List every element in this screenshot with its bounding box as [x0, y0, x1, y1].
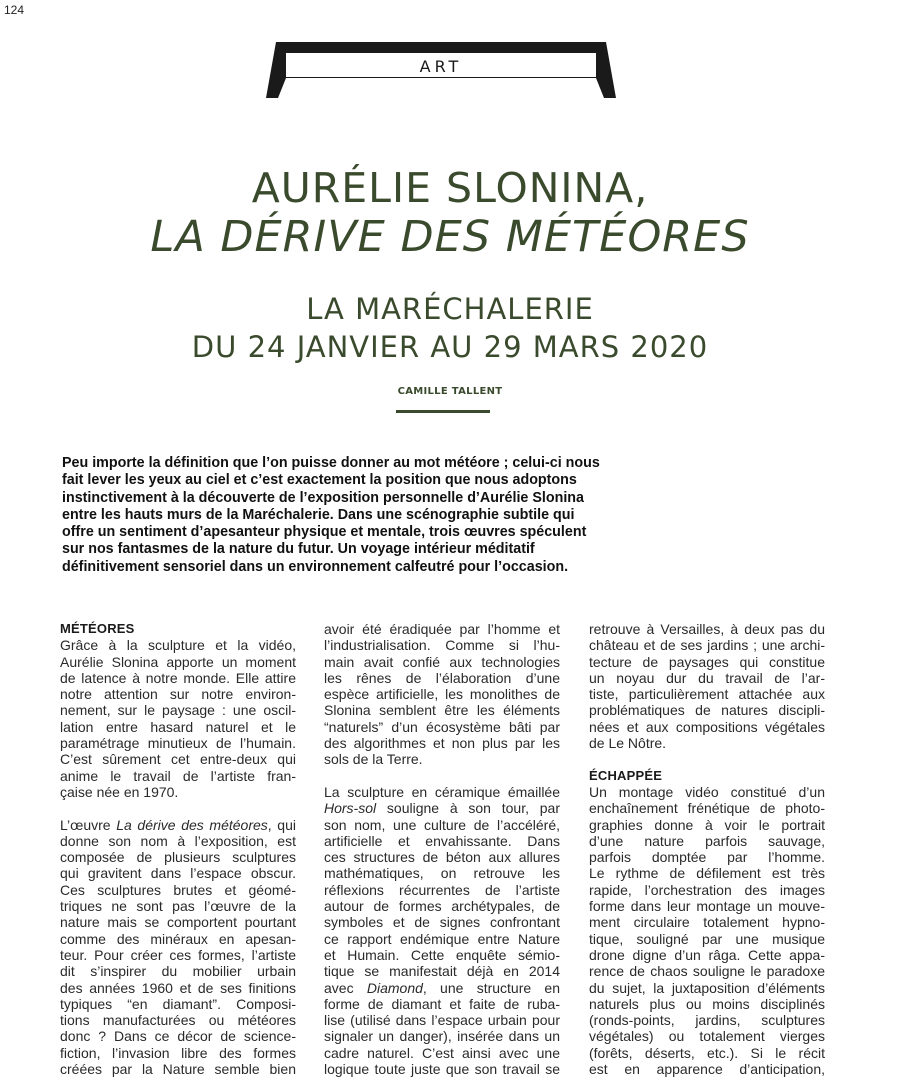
body-line: logique toute juste que son travail se — [324, 1061, 560, 1078]
body-line: sols de la Terre. — [324, 751, 423, 768]
body-line: retrouve à Versailles, à deux pas du — [589, 621, 825, 637]
body-line: donc ? Dans ce décor de science- — [60, 1028, 296, 1045]
body-column-3 — [589, 621, 825, 1077]
body-line: anime le travail de l’artiste fran- — [60, 767, 296, 784]
body-line: C’est sûrement cet entre-deux qui — [60, 751, 296, 768]
body-line: ce rapport endémique entre Nature — [324, 930, 560, 947]
article-title-artist: AURÉLIE SLONINA, — [251, 164, 649, 212]
body-line: rence de chaos souligne le paradoxe — [589, 963, 825, 980]
lede-line: offre un sentiment d’apesanteur physique et mentale, trois œuvres spéculent — [62, 524, 587, 541]
body-line: espèce artificielle, les monolithes de — [324, 686, 560, 703]
body-line: problématiques de natures discipli- — [589, 702, 825, 719]
lede-line: sur nos fantasmes de la nature du futur. Un voyage intérieur méditatif — [62, 541, 535, 558]
body-line: cadre naturel. C’est ainsi avec une — [324, 1044, 560, 1061]
body-line: notre attention sur notre environ- — [60, 686, 296, 703]
body-line — [324, 980, 560, 996]
body-line: teur. Pour créer ces formes, l’artiste — [60, 946, 296, 963]
body-line: autour de formes archétypales, de — [324, 898, 560, 915]
body-line: château et de ses jardins ; une archi- — [589, 637, 825, 654]
venue: LA MARÉCHALERIE — [306, 292, 594, 326]
body-text: souligne à son tour, par — [376, 800, 560, 817]
body-line: (ronds-points, jardins, sculptures — [589, 1012, 825, 1029]
body-line: ment circulaire totalement hypno- — [589, 914, 825, 931]
body-line: dit s’inspirer du mobilier urbain — [60, 963, 296, 980]
body-line: végétales) ou totalement vierges — [589, 1028, 825, 1045]
body-line: tions manufacturées ou météores — [60, 1012, 296, 1029]
body-line: mathématiques, on retrouve les — [324, 865, 560, 882]
body-line: un noyau dur du travail de l’ar- — [589, 669, 825, 686]
lede-line: instinctivement à la découverte de l’exposition personnelle d’Aurélie Slonina — [62, 489, 584, 506]
body-line: tecture de paysages qui constitue — [589, 653, 825, 670]
body-line: artificielle et envahissante. Dans — [324, 832, 560, 849]
body-line: signaler un danger), insérée dans un — [324, 1028, 560, 1045]
body-line: tique se manifestait déjà en 2014 — [324, 963, 560, 980]
body-line: qui gravitent dans l’espace obscur. — [60, 865, 296, 882]
body-line: symboles et de signes confrontant — [324, 914, 560, 931]
body-line: des algorithmes et non plus par les — [324, 735, 560, 752]
body-line: créées par la Nature semble bien — [60, 1061, 296, 1078]
body-line: lation entre hasard naturel et le — [60, 718, 296, 735]
body-line: du sujet, la juxtaposition d’éléments — [589, 979, 825, 996]
body-line: main avait confié aux technologies — [324, 653, 560, 670]
body-line: naturels plus ou moins disciplinés — [589, 995, 825, 1012]
body-text: avec — [324, 979, 367, 996]
body-line: composée de plusieurs sculptures — [60, 849, 296, 866]
section-heading-echappee: ÉCHAPPÉE — [589, 767, 663, 783]
body-line: Ces sculptures brutes et géomé- — [60, 881, 296, 898]
body-line: çaise née en 1970. — [60, 783, 179, 800]
body-line: donne son nom à l’exposition, est — [60, 832, 296, 849]
work-title-italic: Hors-sol — [324, 800, 377, 817]
body-line: réflexions récurrentes de l’artiste — [324, 881, 560, 898]
body-line: Un montage vidéo constitué d’un — [589, 783, 825, 800]
body-line: son nom, une culture de l’accéléré, — [324, 816, 560, 833]
body-line: Slonina semblent être les éléments — [324, 702, 560, 719]
body-line: nature mais se comportent pourtant — [60, 914, 296, 931]
body-line: nées et aux compositions végétales — [589, 718, 825, 735]
paragraph-gap — [589, 751, 825, 767]
body-line: comme des minéraux en apesan- — [60, 930, 296, 947]
body-line: Aurélie Slonina apporte un moment — [60, 653, 296, 670]
body-line: est en apparence d’anticipation, — [589, 1061, 825, 1078]
body-line: fiction, l’invasion libre des formes — [60, 1044, 296, 1061]
body-line: tiste, particulièrement attachée aux — [589, 686, 825, 703]
lede-line: définitivement sensoriel dans un environnement calfeutré pour l’occasion. — [62, 558, 569, 575]
exhibition-dates: DU 24 JANVIER AU 29 MARS 2020 — [191, 330, 709, 364]
lede-line: Peu importe la définition que l’on puisse donner au mot météore ; celui-ci nous — [62, 455, 600, 471]
page-number: 124 — [4, 3, 25, 17]
body-column-1 — [60, 621, 296, 1077]
body-line: nement, sur le paysage : une oscil- — [60, 702, 296, 719]
body-line: de Le Nôtre. — [589, 735, 667, 752]
body-line: ces structures de béton aux allures — [324, 849, 560, 866]
body-line: forme de diamant et faite de ruba- — [324, 995, 560, 1012]
paragraph-gap — [60, 800, 296, 816]
body-line: les rênes de l’élaboration d’une — [324, 669, 560, 686]
section-banner — [266, 42, 616, 98]
body-line: Grâce à la sculpture et la vidéo, — [60, 637, 296, 654]
body-line: graphies donne à voir le portrait — [589, 816, 825, 833]
body-column-2 — [324, 621, 560, 1077]
lede-paragraph — [62, 455, 640, 576]
body-line: (forêts, déserts, etc.). Si le récit — [589, 1044, 825, 1061]
body-text: , qui — [267, 816, 296, 833]
body-line: enchaînement frénétique de photo- — [589, 800, 825, 817]
lede-line: entre les hauts murs de la Maréchalerie. Dans une scénographie subtile qui — [62, 506, 575, 523]
article-title-work: LA DÉRIVE DES MÉTÉORES — [150, 212, 750, 262]
body-text: L’œuvre — [60, 816, 117, 833]
author-byline: CAMILLE TALLENT — [397, 386, 503, 397]
body-line: La sculpture en céramique émaillée — [324, 783, 560, 800]
body-line: forme dans leur montage un mouve- — [589, 898, 825, 915]
body-line: l’industrialisation. Comme si l’hu- — [324, 637, 560, 654]
body-line: typiques “en diamant”. Composi- — [60, 995, 296, 1012]
body-text: , une structure en — [422, 979, 561, 996]
body-line: paramétrage minutieux de l’humain. — [60, 735, 296, 752]
body-line: des années 1960 et de ses finitions — [60, 979, 296, 996]
body-line: tique, souligné par une musique — [589, 930, 825, 947]
body-line: rapide, l’orchestration des images — [589, 881, 825, 898]
body-line: parfois domptée par l’homme. — [589, 849, 825, 866]
body-line: triques ne sont pas l’œuvre de la — [60, 898, 296, 915]
body-line: “naturels” d’un écosystème bâti par — [324, 718, 560, 735]
byline-divider — [396, 410, 490, 413]
body-line: de latence à notre monde. Elle attire — [60, 669, 296, 686]
lede-line: fait lever les yeux au ciel et c’est exactement la position que nous adoptons — [62, 472, 577, 489]
work-title-italic: Diamond — [366, 979, 423, 996]
body-line — [60, 817, 296, 833]
body-line: d’une nature parfois sauvage, — [589, 832, 825, 849]
body-line: lise (utilisé dans l’espace urbain pour — [324, 1012, 560, 1029]
body-line: Le rythme de défilement est très — [589, 865, 825, 882]
body-line: et Humain. Cette enquête sémio- — [324, 946, 560, 963]
work-title-italic: La dérive des météores — [116, 816, 268, 833]
paragraph-gap — [324, 768, 560, 784]
body-line: drone digne d’un râga. Cette appa- — [589, 946, 825, 963]
section-label: ART — [419, 57, 463, 76]
section-heading-meteores: MÉTÉORES — [60, 621, 135, 636]
body-line: avoir été éradiquée par l’homme et — [324, 621, 560, 637]
body-line — [324, 800, 560, 816]
